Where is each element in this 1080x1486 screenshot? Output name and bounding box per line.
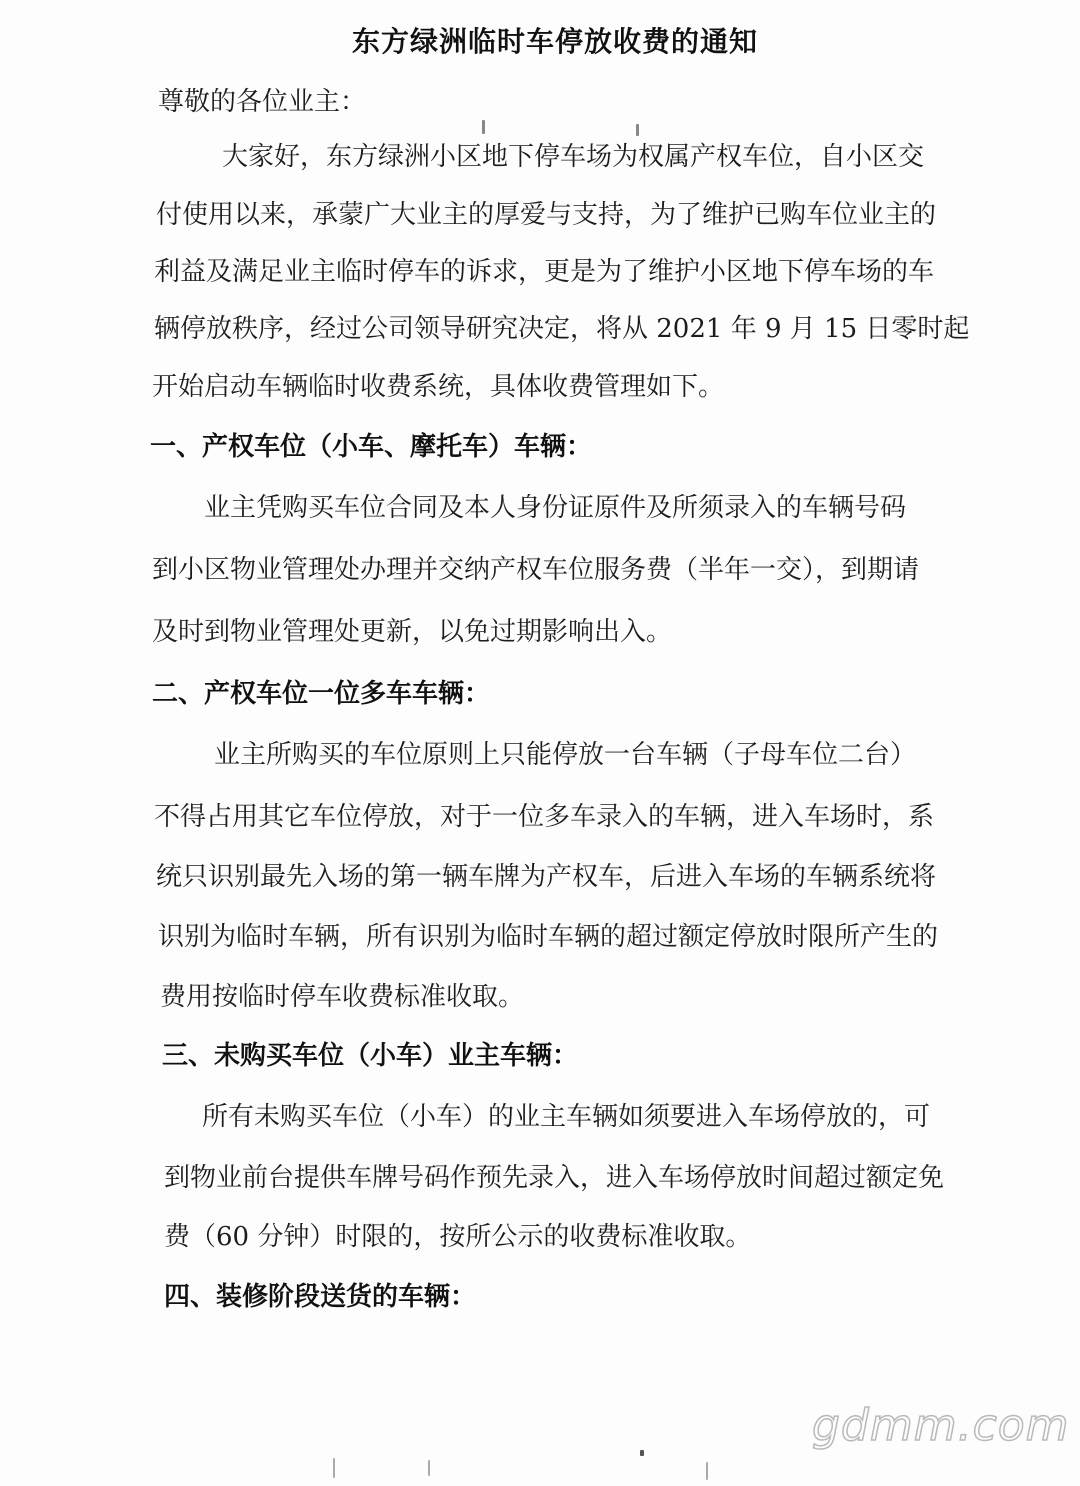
section-3-line-3: 费（60 分钟）时限的，按所公示的收费标准收取。: [164, 1222, 752, 1252]
section-3-heading: 三、未购买车位（小车）业主车辆：: [162, 1041, 579, 1071]
section-2-heading: 二、产权车位一位多车车辆：: [152, 679, 491, 709]
section-4-heading: 四、装修阶段送货的车辆：: [164, 1282, 477, 1312]
section-2-line-1: 业主所购买的车位原则上只能停放一台车辆（子母车位二台）: [214, 740, 917, 770]
scan-speck: [428, 1460, 430, 1476]
intro-line-2: 付使用以来，承蒙广大业主的厚爱与支持，为了维护已购车位业主的: [156, 200, 937, 230]
section-2-line-2: 不得占用其它车位停放，对于一位多车录入的车辆，进入车场时，系: [154, 802, 935, 832]
salutation: 尊敬的各位业主：: [158, 87, 367, 117]
section-2-line-5: 费用按临时停车收费标准收取。: [160, 982, 525, 1012]
site-watermark: gdmm.com: [812, 1400, 1070, 1451]
intro-line-1: 大家好，东方绿洲小区地下停车场为权属产权车位，自小区交: [222, 142, 925, 172]
intro-line-3: 利益及满足业主临时停车的诉求，更是为了维护小区地下停车场的车: [154, 257, 935, 287]
intro-line-4: 辆停放秩序，经过公司领导研究决定，将从 2021 年 9 月 15 日零时起: [154, 314, 970, 344]
scan-speck: [482, 120, 485, 134]
section-1-line-2: 到小区物业管理处办理并交纳产权车位服务费（半年一交），到期请: [152, 555, 920, 585]
scan-speck: [640, 1450, 644, 1456]
section-3-line-2: 到物业前台提供车牌号码作预先录入，进入车场停放时间超过额定免: [164, 1163, 945, 1193]
section-2-line-4: 识别为临时车辆，所有识别为临时车辆的超过额定停放时限所产生的: [158, 922, 939, 952]
scan-speck: [706, 1462, 708, 1480]
section-1-heading: 一、产权车位（小车、摩托车）车辆：: [150, 432, 593, 462]
section-1-line-1: 业主凭购买车位合同及本人身份证原件及所须录入的车辆号码: [204, 493, 907, 523]
scan-speck: [636, 124, 639, 136]
notice-title: 东方绿洲临时车停放收费的通知: [351, 25, 758, 58]
intro-line-5: 开始启动车辆临时收费系统，具体收费管理如下。: [152, 372, 725, 402]
section-3-line-1: 所有未购买车位（小车）的业主车辆如须要进入车场停放的，可: [202, 1102, 931, 1132]
section-2-line-3: 统只识别最先入场的第一辆车牌为产权车，后进入车场的车辆系统将: [156, 862, 937, 892]
section-1-line-3: 及时到物业管理处更新，以免过期影响出入。: [152, 617, 673, 647]
scan-speck: [333, 1458, 335, 1478]
